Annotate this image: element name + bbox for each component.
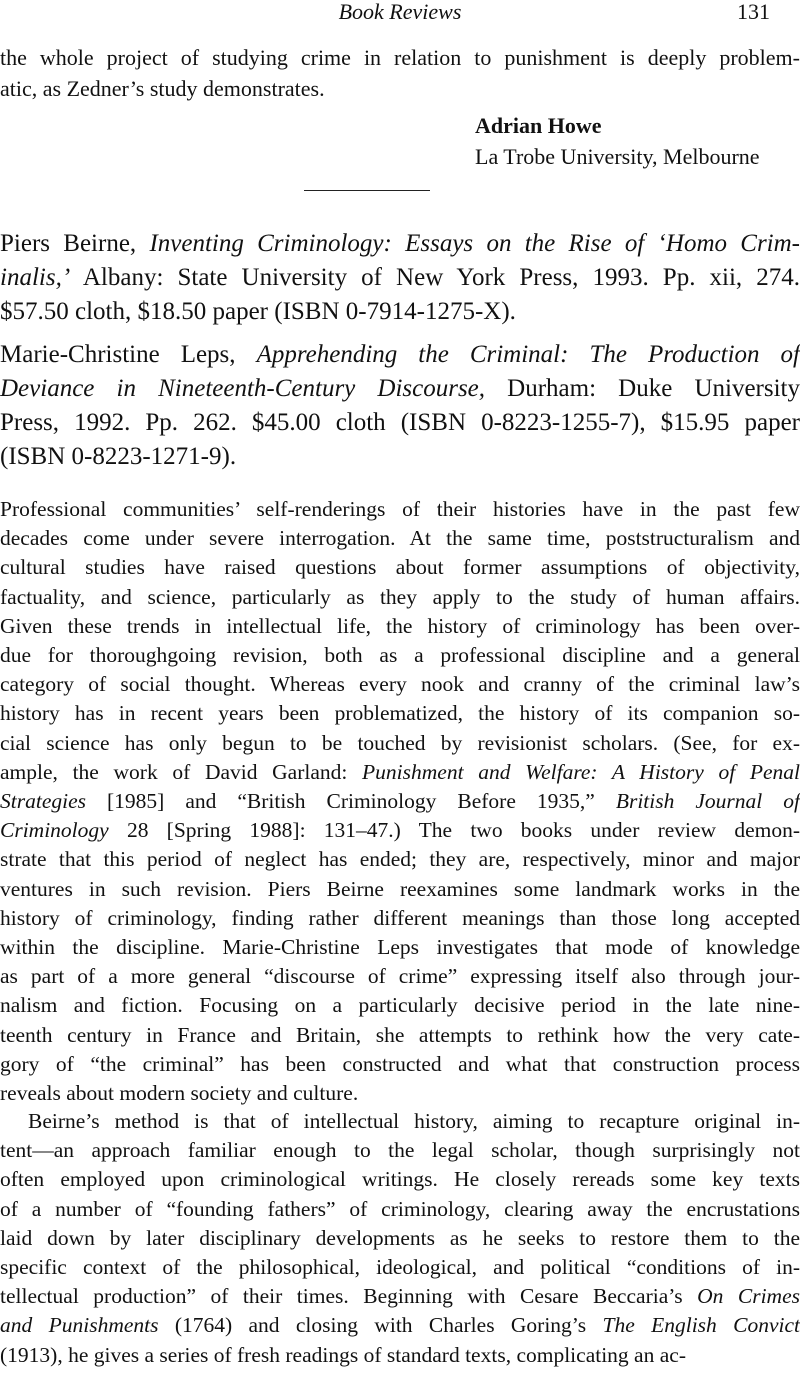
italic-title-text: Criminology bbox=[0, 818, 109, 843]
text-line bbox=[0, 372, 800, 406]
text-line bbox=[0, 583, 800, 612]
review-body-paragraph-1 bbox=[0, 495, 800, 1108]
text-run: decades come under severe interrogation. At the same time, poststructuralism and bbox=[0, 526, 800, 551]
text-line bbox=[0, 227, 800, 261]
italic-title-text: On Crimes bbox=[697, 1284, 800, 1309]
text-run: within the discipline. Marie-Christine Leps investigates that mode of knowledge bbox=[0, 935, 800, 960]
text-line bbox=[0, 295, 800, 329]
review-body-paragraph-2 bbox=[0, 1107, 800, 1370]
text-line bbox=[0, 875, 800, 904]
text-run: gory of “the criminal” has been constructed and what that construction process bbox=[0, 1051, 800, 1076]
text-line bbox=[0, 758, 800, 787]
text-run: Beirne’s method is that of intellectual history, aiming to recapture original in- bbox=[28, 1109, 800, 1133]
text-run: Durham: Duke University bbox=[485, 375, 800, 402]
text-run: often employed upon criminological writings. He closely rereads some key texts bbox=[0, 1167, 800, 1192]
text-line bbox=[0, 962, 800, 991]
text-run: cultural studies have raised questions about former assumptions of objectivity, bbox=[0, 555, 800, 580]
text-run: $57.50 cloth, $18.50 paper (ISBN 0-7914-1275-X). bbox=[0, 298, 516, 325]
running-head bbox=[0, 0, 800, 28]
text-line bbox=[0, 904, 800, 933]
text-run: (1764) and closing with Charles Goring’s bbox=[158, 1313, 603, 1338]
text-run: Given these trends in intellectual life, the history of criminology has been over- bbox=[0, 613, 800, 638]
text-line bbox=[0, 1136, 800, 1165]
text-line: the whole project of studying crime in relation to punishment is deeply problem- bbox=[0, 45, 800, 70]
italic-title-text: and Punishments bbox=[0, 1313, 159, 1338]
text-line bbox=[0, 1165, 800, 1194]
italic-title-text: Inventing Criminology: Essays on the Rise of ‘Homo Crim- bbox=[149, 230, 800, 257]
text-line bbox=[0, 524, 800, 553]
text-run: cial science has only begun to be touched by revisionist scholars. (See, for ex- bbox=[0, 730, 800, 755]
text-run: nalism and fiction. Focusing on a particularly decisive period in the late nine- bbox=[0, 993, 800, 1018]
italic-title-text: Punishment and Welfare: A History of Penal bbox=[362, 759, 800, 784]
text-run: of a number of “founding fathers” of criminology, clearing away the encrustations bbox=[0, 1196, 800, 1221]
text-line bbox=[0, 338, 800, 372]
text-line bbox=[0, 553, 800, 582]
book-citation-leps bbox=[0, 338, 800, 474]
text-line bbox=[0, 845, 800, 874]
text-run: tent—an approach familiar enough to the legal scholar, though surprisingly not bbox=[0, 1138, 800, 1163]
text-line bbox=[0, 406, 800, 440]
text-line bbox=[0, 1107, 800, 1136]
text-run: strate that this period of neglect has ended; they are, respectively, minor and major bbox=[0, 847, 800, 872]
text-line bbox=[0, 670, 800, 699]
text-run: Press, 1992. Pp. 262. $45.00 cloth (ISBN 0-8223-1255-7), $15.95 paper bbox=[0, 409, 800, 436]
text-run: (ISBN 0-8223-1271-9). bbox=[0, 443, 237, 470]
text-run: history of criminology, finding rather different meanings than those long accepted bbox=[0, 905, 800, 930]
text-run: factuality, and science, particularly as they apply to the study of human affairs. bbox=[0, 584, 800, 609]
text-line bbox=[0, 1195, 800, 1224]
text-run: reveals about modern society and culture. bbox=[0, 1081, 359, 1106]
text-run: Albany: State University of New York Press, 1993. Pp. xii, 274. bbox=[70, 264, 800, 291]
text-line bbox=[0, 816, 800, 845]
text-line bbox=[0, 699, 800, 728]
section-divider-rule bbox=[304, 190, 430, 191]
text-run: Piers Beirne, bbox=[0, 230, 150, 257]
text-run: history has in recent years been problematized, the history of its companion so- bbox=[0, 701, 800, 726]
text-line bbox=[0, 933, 800, 962]
text-line bbox=[0, 1282, 800, 1311]
text-run: ventures in such revision. Piers Beirne reexamines some landmark works in the bbox=[0, 876, 800, 901]
italic-title-text: inalis,’ bbox=[0, 264, 71, 291]
text-run: ample, the work of David Garland: bbox=[0, 759, 363, 784]
italic-title-text: Strategies bbox=[0, 789, 86, 814]
text-line bbox=[0, 729, 800, 758]
reviewer-affiliation: La Trobe University, Melbourne bbox=[475, 144, 760, 169]
text-line bbox=[0, 612, 800, 641]
text-line bbox=[0, 1341, 800, 1370]
text-line bbox=[0, 991, 800, 1020]
book-citation-beirne bbox=[0, 227, 800, 329]
text-line bbox=[0, 1224, 800, 1253]
text-run: tellectual production” of their times. Beginning with Cesare Beccaria’s bbox=[0, 1284, 698, 1309]
text-line bbox=[0, 1311, 800, 1340]
text-line: atic, as Zedner’s study demonstrates. bbox=[0, 76, 325, 101]
text-line bbox=[0, 787, 800, 816]
reviewer-name: Adrian Howe bbox=[475, 113, 602, 138]
page-number: 131 bbox=[737, 0, 770, 24]
text-run: 28 [Spring 1988]: 131–47.) The two books under review demon- bbox=[108, 818, 800, 843]
italic-title-text: The English Convict bbox=[602, 1313, 800, 1338]
previous-review-closing-paragraph bbox=[0, 42, 800, 104]
italic-title-text: Deviance in Nineteenth-Century Discourse, bbox=[0, 375, 486, 402]
text-line bbox=[0, 1253, 800, 1282]
text-run: (1913), he gives a series of fresh readings of standard texts, complicating an ac- bbox=[0, 1342, 686, 1367]
text-line bbox=[0, 440, 800, 474]
text-line bbox=[0, 495, 800, 524]
italic-title-text: British Journal of bbox=[615, 789, 800, 814]
text-run: as part of a more general “discourse of crime” expressing itself also through jour- bbox=[0, 964, 800, 989]
text-run: category of social thought. Whereas every nook and cranny of the criminal law’s bbox=[0, 672, 800, 697]
text-line bbox=[0, 1021, 800, 1050]
running-head-title: Book Reviews bbox=[338, 0, 462, 24]
text-line bbox=[0, 1079, 800, 1108]
text-run: laid down by later disciplinary developments as he seeks to restore them to the bbox=[0, 1225, 800, 1250]
text-run: Marie-Christine Leps, bbox=[0, 341, 257, 368]
text-line bbox=[0, 261, 800, 295]
italic-title-text: Apprehending the Criminal: The Production of bbox=[256, 341, 800, 368]
text-line bbox=[0, 1050, 800, 1079]
text-line bbox=[0, 641, 800, 670]
text-run: Professional communities’ self-renderings of their histories have in the past few bbox=[0, 497, 800, 521]
text-run: teenth century in France and Britain, she attempts to rethink how the very cate- bbox=[0, 1022, 800, 1047]
text-run: [1985] and “British Criminology Before 1935,” bbox=[86, 789, 616, 814]
text-run: due for thoroughgoing revision, both as a professional discipline and a general bbox=[0, 643, 800, 668]
text-run: specific context of the philosophical, ideological, and political “conditions of in- bbox=[0, 1255, 800, 1280]
